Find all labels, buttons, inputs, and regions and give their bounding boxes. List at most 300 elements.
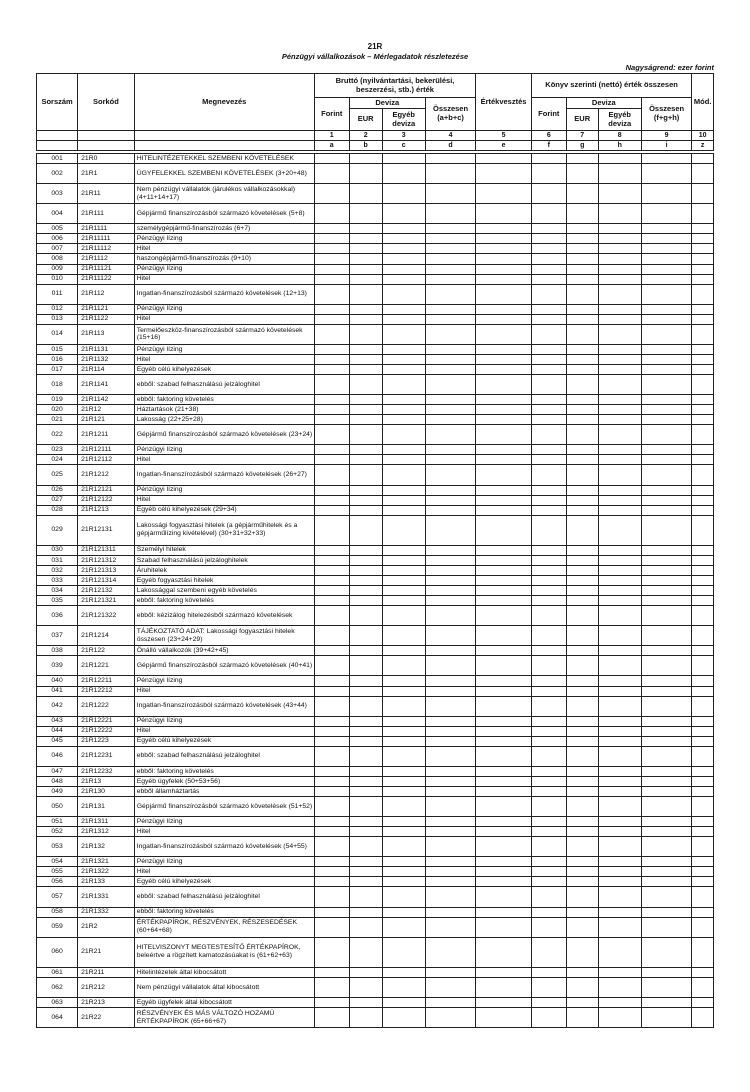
value-cell[interactable] [692,857,714,867]
value-cell[interactable] [692,998,714,1008]
value-cell[interactable] [598,364,641,374]
value-cell[interactable] [641,164,691,184]
value-cell[interactable] [566,184,598,204]
value-cell[interactable] [598,937,641,967]
value-cell[interactable] [314,716,349,726]
value-cell[interactable] [531,274,566,284]
value-cell[interactable] [349,375,382,395]
value-cell[interactable] [692,716,714,726]
value-cell[interactable] [641,576,691,586]
value-cell[interactable] [349,646,382,656]
value-cell[interactable] [692,224,714,234]
value-cell[interactable] [641,565,691,575]
value-cell[interactable] [382,937,425,967]
value-cell[interactable] [598,184,641,204]
value-cell[interactable] [349,485,382,495]
value-cell[interactable] [531,364,566,374]
value-cell[interactable] [692,776,714,786]
value-cell[interactable] [692,967,714,977]
value-cell[interactable] [598,877,641,887]
value-cell[interactable] [598,837,641,857]
value-cell[interactable] [382,1008,425,1028]
value-cell[interactable] [598,164,641,184]
value-cell[interactable] [531,586,566,596]
value-cell[interactable] [531,696,566,716]
value-cell[interactable] [314,344,349,354]
value-cell[interactable] [641,425,691,445]
value-cell[interactable] [641,998,691,1008]
value-cell[interactable] [349,1008,382,1028]
value-cell[interactable] [641,415,691,425]
value-cell[interactable] [598,425,641,445]
value-cell[interactable] [476,515,532,545]
value-cell[interactable] [314,686,349,696]
value-cell[interactable] [314,555,349,565]
value-cell[interactable] [692,746,714,766]
value-cell[interactable] [314,867,349,877]
value-cell[interactable] [641,284,691,304]
value-cell[interactable] [641,686,691,696]
value-cell[interactable] [598,857,641,867]
value-cell[interactable] [531,797,566,817]
value-cell[interactable] [314,204,349,224]
value-cell[interactable] [382,395,425,405]
value-cell[interactable] [476,716,532,726]
value-cell[interactable] [566,937,598,967]
value-cell[interactable] [692,445,714,455]
value-cell[interactable] [692,787,714,797]
value-cell[interactable] [692,344,714,354]
value-cell[interactable] [641,505,691,515]
value-cell[interactable] [425,254,475,264]
value-cell[interactable] [382,887,425,907]
value-cell[interactable] [425,977,475,997]
value-cell[interactable] [382,676,425,686]
value-cell[interactable] [566,324,598,344]
value-cell[interactable] [314,1008,349,1028]
value-cell[interactable] [566,766,598,776]
value-cell[interactable] [476,937,532,967]
value-cell[interactable] [349,716,382,726]
value-cell[interactable] [598,887,641,907]
value-cell[interactable] [382,967,425,977]
value-cell[interactable] [349,686,382,696]
value-cell[interactable] [476,606,532,626]
value-cell[interactable] [314,254,349,264]
value-cell[interactable] [531,565,566,575]
value-cell[interactable] [641,817,691,827]
value-cell[interactable] [476,415,532,425]
value-cell[interactable] [692,686,714,696]
value-cell[interactable] [314,425,349,445]
value-cell[interactable] [349,545,382,555]
value-cell[interactable] [641,274,691,284]
value-cell[interactable] [349,606,382,626]
value-cell[interactable] [641,495,691,505]
value-cell[interactable] [692,797,714,817]
value-cell[interactable] [349,395,382,405]
value-cell[interactable] [598,576,641,586]
value-cell[interactable] [566,495,598,505]
value-cell[interactable] [531,746,566,766]
value-cell[interactable] [641,967,691,977]
value-cell[interactable] [531,676,566,686]
value-cell[interactable] [382,817,425,827]
value-cell[interactable] [598,324,641,344]
value-cell[interactable] [566,314,598,324]
value-cell[interactable] [382,415,425,425]
value-cell[interactable] [641,746,691,766]
value-cell[interactable] [349,746,382,766]
value-cell[interactable] [598,646,641,656]
value-cell[interactable] [692,264,714,274]
value-cell[interactable] [425,626,475,646]
value-cell[interactable] [531,284,566,304]
value-cell[interactable] [692,455,714,465]
value-cell[interactable] [531,726,566,736]
value-cell[interactable] [598,375,641,395]
value-cell[interactable] [566,375,598,395]
value-cell[interactable] [566,224,598,234]
value-cell[interactable] [476,264,532,274]
value-cell[interactable] [314,565,349,575]
value-cell[interactable] [425,234,475,244]
value-cell[interactable] [476,646,532,656]
value-cell[interactable] [531,907,566,917]
value-cell[interactable] [531,998,566,1008]
value-cell[interactable] [566,827,598,837]
value-cell[interactable] [314,274,349,284]
value-cell[interactable] [476,827,532,837]
value-cell[interactable] [476,555,532,565]
value-cell[interactable] [641,646,691,656]
value-cell[interactable] [425,998,475,1008]
value-cell[interactable] [476,776,532,786]
value-cell[interactable] [476,907,532,917]
value-cell[interactable] [425,837,475,857]
value-cell[interactable] [476,797,532,817]
value-cell[interactable] [598,234,641,244]
value-cell[interactable] [598,284,641,304]
value-cell[interactable] [566,787,598,797]
value-cell[interactable] [598,354,641,364]
value-cell[interactable] [566,154,598,164]
value-cell[interactable] [425,867,475,877]
value-cell[interactable] [476,164,532,184]
value-cell[interactable] [314,244,349,254]
value-cell[interactable] [476,425,532,445]
value-cell[interactable] [476,726,532,736]
value-cell[interactable] [349,304,382,314]
value-cell[interactable] [641,877,691,887]
value-cell[interactable] [531,736,566,746]
value-cell[interactable] [531,837,566,857]
value-cell[interactable] [598,274,641,284]
value-cell[interactable] [476,224,532,234]
value-cell[interactable] [641,827,691,837]
value-cell[interactable] [566,545,598,555]
value-cell[interactable] [692,545,714,555]
value-cell[interactable] [476,465,532,485]
value-cell[interactable] [349,998,382,1008]
value-cell[interactable] [531,405,566,415]
value-cell[interactable] [566,626,598,646]
value-cell[interactable] [641,656,691,676]
value-cell[interactable] [476,586,532,596]
value-cell[interactable] [692,656,714,676]
value-cell[interactable] [349,867,382,877]
value-cell[interactable] [566,596,598,606]
value-cell[interactable] [425,184,475,204]
value-cell[interactable] [425,576,475,586]
value-cell[interactable] [598,1008,641,1028]
value-cell[interactable] [692,314,714,324]
value-cell[interactable] [476,304,532,314]
value-cell[interactable] [349,354,382,364]
value-cell[interactable] [425,726,475,736]
value-cell[interactable] [641,726,691,736]
value-cell[interactable] [349,565,382,575]
value-cell[interactable] [425,405,475,415]
value-cell[interactable] [598,726,641,736]
value-cell[interactable] [425,505,475,515]
value-cell[interactable] [349,324,382,344]
value-cell[interactable] [314,304,349,314]
value-cell[interactable] [314,766,349,776]
value-cell[interactable] [641,364,691,374]
value-cell[interactable] [692,837,714,857]
value-cell[interactable] [382,304,425,314]
value-cell[interactable] [598,686,641,696]
value-cell[interactable] [476,364,532,374]
value-cell[interactable] [314,596,349,606]
value-cell[interactable] [531,375,566,395]
value-cell[interactable] [692,324,714,344]
value-cell[interactable] [531,244,566,254]
value-cell[interactable] [382,776,425,786]
value-cell[interactable] [476,998,532,1008]
value-cell[interactable] [531,395,566,405]
value-cell[interactable] [382,505,425,515]
value-cell[interactable] [641,626,691,646]
value-cell[interactable] [598,977,641,997]
value-cell[interactable] [314,787,349,797]
value-cell[interactable] [349,656,382,676]
value-cell[interactable] [531,716,566,726]
value-cell[interactable] [476,857,532,867]
value-cell[interactable] [349,937,382,967]
value-cell[interactable] [425,887,475,907]
value-cell[interactable] [566,696,598,716]
value-cell[interactable] [566,445,598,455]
value-cell[interactable] [349,696,382,716]
value-cell[interactable] [425,495,475,505]
value-cell[interactable] [692,154,714,164]
value-cell[interactable] [476,324,532,344]
value-cell[interactable] [476,977,532,997]
value-cell[interactable] [598,405,641,415]
value-cell[interactable] [476,817,532,827]
value-cell[interactable] [531,465,566,485]
value-cell[interactable] [531,485,566,495]
value-cell[interactable] [692,555,714,565]
value-cell[interactable] [382,686,425,696]
value-cell[interactable] [349,465,382,485]
value-cell[interactable] [314,696,349,716]
value-cell[interactable] [641,907,691,917]
value-cell[interactable] [598,555,641,565]
value-cell[interactable] [382,274,425,284]
value-cell[interactable] [349,254,382,264]
value-cell[interactable] [349,787,382,797]
value-cell[interactable] [598,415,641,425]
value-cell[interactable] [598,455,641,465]
value-cell[interactable] [349,314,382,324]
value-cell[interactable] [566,234,598,244]
value-cell[interactable] [476,736,532,746]
value-cell[interactable] [476,354,532,364]
value-cell[interactable] [641,837,691,857]
value-cell[interactable] [598,776,641,786]
value-cell[interactable] [641,857,691,867]
value-cell[interactable] [476,967,532,977]
value-cell[interactable] [641,485,691,495]
value-cell[interactable] [692,244,714,254]
value-cell[interactable] [349,505,382,515]
value-cell[interactable] [531,445,566,455]
value-cell[interactable] [641,917,691,937]
value-cell[interactable] [692,676,714,686]
value-cell[interactable] [598,867,641,877]
value-cell[interactable] [349,676,382,686]
value-cell[interactable] [382,344,425,354]
value-cell[interactable] [349,907,382,917]
value-cell[interactable] [566,244,598,254]
value-cell[interactable] [349,586,382,596]
value-cell[interactable] [476,445,532,455]
value-cell[interactable] [692,304,714,314]
value-cell[interactable] [531,304,566,314]
value-cell[interactable] [566,837,598,857]
value-cell[interactable] [692,415,714,425]
value-cell[interactable] [349,455,382,465]
value-cell[interactable] [476,787,532,797]
value-cell[interactable] [692,184,714,204]
value-cell[interactable] [382,204,425,224]
value-cell[interactable] [349,405,382,415]
value-cell[interactable] [598,224,641,234]
value-cell[interactable] [425,395,475,405]
value-cell[interactable] [641,375,691,395]
value-cell[interactable] [598,817,641,827]
value-cell[interactable] [531,184,566,204]
value-cell[interactable] [349,244,382,254]
value-cell[interactable] [476,877,532,887]
value-cell[interactable] [641,766,691,776]
value-cell[interactable] [425,586,475,596]
value-cell[interactable] [641,716,691,726]
value-cell[interactable] [531,264,566,274]
value-cell[interactable] [382,485,425,495]
value-cell[interactable] [476,274,532,284]
value-cell[interactable] [425,817,475,827]
value-cell[interactable] [382,495,425,505]
value-cell[interactable] [566,586,598,596]
value-cell[interactable] [314,907,349,917]
value-cell[interactable] [531,234,566,244]
value-cell[interactable] [314,154,349,164]
value-cell[interactable] [382,877,425,887]
value-cell[interactable] [531,776,566,786]
value-cell[interactable] [566,354,598,364]
value-cell[interactable] [531,937,566,967]
value-cell[interactable] [425,555,475,565]
value-cell[interactable] [531,686,566,696]
value-cell[interactable] [641,977,691,997]
value-cell[interactable] [476,596,532,606]
value-cell[interactable] [476,455,532,465]
value-cell[interactable] [425,204,475,224]
value-cell[interactable] [382,565,425,575]
value-cell[interactable] [566,284,598,304]
value-cell[interactable] [425,686,475,696]
value-cell[interactable] [692,565,714,575]
value-cell[interactable] [476,154,532,164]
value-cell[interactable] [566,204,598,224]
value-cell[interactable] [692,817,714,827]
value-cell[interactable] [314,817,349,827]
value-cell[interactable] [425,515,475,545]
value-cell[interactable] [382,284,425,304]
value-cell[interactable] [598,766,641,776]
value-cell[interactable] [641,204,691,224]
value-cell[interactable] [598,907,641,917]
value-cell[interactable] [425,375,475,395]
value-cell[interactable] [641,1008,691,1028]
value-cell[interactable] [692,827,714,837]
value-cell[interactable] [425,716,475,726]
value-cell[interactable] [382,545,425,555]
value-cell[interactable] [641,344,691,354]
value-cell[interactable] [314,264,349,274]
value-cell[interactable] [314,184,349,204]
value-cell[interactable] [425,857,475,867]
value-cell[interactable] [476,656,532,676]
value-cell[interactable] [566,907,598,917]
value-cell[interactable] [425,877,475,887]
value-cell[interactable] [425,696,475,716]
value-cell[interactable] [349,234,382,244]
value-cell[interactable] [566,857,598,867]
value-cell[interactable] [531,887,566,907]
value-cell[interactable] [531,967,566,977]
value-cell[interactable] [692,395,714,405]
value-cell[interactable] [641,264,691,274]
value-cell[interactable] [641,324,691,344]
value-cell[interactable] [349,344,382,354]
value-cell[interactable] [566,817,598,827]
value-cell[interactable] [382,455,425,465]
value-cell[interactable] [425,787,475,797]
value-cell[interactable] [566,485,598,495]
value-cell[interactable] [476,686,532,696]
value-cell[interactable] [641,787,691,797]
value-cell[interactable] [314,545,349,555]
value-cell[interactable] [692,1008,714,1028]
value-cell[interactable] [425,154,475,164]
value-cell[interactable] [349,164,382,184]
value-cell[interactable] [531,787,566,797]
